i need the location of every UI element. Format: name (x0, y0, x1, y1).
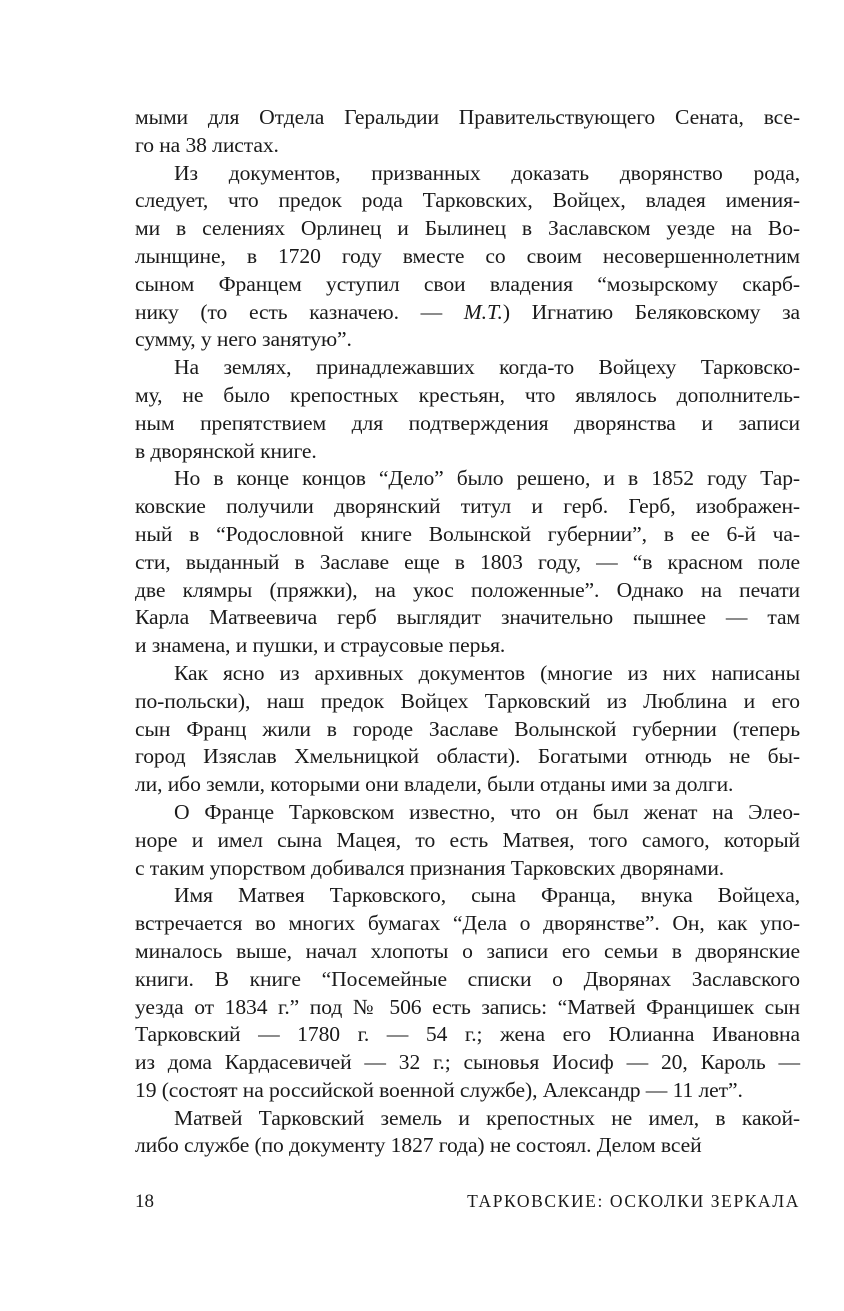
text-line: уезда от 1834 г.” под № 506 есть запись: “Матвей Францишек сын (135, 994, 800, 1019)
text-block (135, 104, 800, 1160)
text-line: На землях, принадлежавших когда-то Войцеху Тарковско- (174, 355, 800, 380)
text-line: Тарковский — 1780 г. — 54 г.; жена его Юлианна Ивановна (135, 1022, 800, 1047)
text-line: ми в селениях Орлинец и Былинец в Заславском уезде на Во- (135, 216, 800, 241)
paragraph (135, 354, 800, 465)
text-line: город Изяслав Хмельницкой области). Богатыми отнюдь не бы- (135, 744, 800, 769)
text-line: ный в “Родословной книге Волынской губернии”, в ее 6-й ча- (135, 521, 800, 546)
text-line: с таким упорством добивался признания Тарковских дворянами. (135, 855, 725, 880)
text-line: встречается во многих бумагах “Дела о дворянстве”. Он, как упо- (135, 911, 800, 936)
paragraph (135, 882, 800, 1104)
text-line: Карла Матвеевича герб выглядит значительно пышнее — там (135, 605, 800, 630)
text-line: Но в конце концов “Дело” было решено, и в 1852 году Тар- (174, 466, 800, 491)
page-footer (135, 1190, 800, 1213)
paragraph (135, 104, 800, 160)
text-line: Как ясно из архивных документов (многие из них написаны (174, 660, 800, 685)
text-line: нику (то есть казначею. — М.Т.) Игнатию Беляковскому за (135, 299, 800, 324)
text-line: Матвей Тарковский земель и крепостных не имел, в какой- (174, 1105, 800, 1130)
text-line: лынщине, в 1720 году вместе со своим несовершеннолетним (135, 243, 800, 268)
text-line: 19 (состоят на российской военной службе), Александр — 11 лет”. (135, 1077, 743, 1102)
text-line: и знамена, и пушки, и страусовые перья. (135, 633, 506, 658)
page-number: 18 (135, 1191, 154, 1212)
text-line: ковские получили дворянский титул и герб. Герб, изображен- (135, 494, 800, 519)
text-line: Из документов, призванных доказать дворянство рода, (174, 160, 800, 185)
paragraph (135, 1105, 800, 1161)
text-line: му, не было крепостных крестьян, что являлось дополнитель- (135, 382, 800, 407)
text-line: мыми для Отдела Геральдии Правительствующего Сената, все- (135, 105, 800, 129)
text-line: либо службе (по документу 1827 года) не состоял. Делом всей (135, 1133, 702, 1158)
paragraph (135, 799, 800, 882)
text-line: О Франце Тарковском известно, что он был женат на Элео- (174, 799, 800, 824)
text-line: сти, выданный в Заславе еще в 1803 году, — “в красном поле (135, 549, 800, 574)
text-line: норе и имел сына Мацея, то есть Матвея, того самого, который (135, 827, 800, 852)
text-line: сумму, у него занятую”. (135, 327, 352, 352)
text-line: по-польски), наш предок Войцех Тарковский из Люблина и его (135, 688, 800, 713)
text-line: из дома Кардасевичей — 32 г.; сыновья Иосиф — 20, Кароль — (135, 1050, 800, 1075)
text-line: книги. В книге “Посемейные списки о Дворянах Заславского (135, 966, 800, 991)
text-line: ли, ибо земли, которыми они владели, были отданы ими за долги. (135, 772, 734, 797)
text-line: миналось выше, начал хлопоты о записи его семьи в дворянские (135, 938, 800, 963)
text-line: ным препятствием для подтверждения дворянства и записи (135, 410, 800, 435)
text-line: следует, что предок рода Тарковских, Войцех, владея имения- (135, 188, 800, 213)
running-title: ТАРКОВСКИЕ: ОСКОЛКИ ЗЕРКАЛА (467, 1191, 800, 1211)
text-line: сын Франц жили в городе Заславе Волынской губернии (теперь (135, 716, 800, 741)
paragraph (135, 465, 800, 660)
text-line: две клямры (пряжки), на укос положенные”. Однако на печати (135, 577, 800, 602)
text-line: го на 38 листах. (135, 132, 279, 157)
paragraph (135, 660, 800, 799)
text-line: Имя Матвея Тарковского, сына Франца, внука Войцеха, (174, 883, 800, 908)
text-line: сыном Францем уступил свои владения “мозырскому скарб- (135, 271, 800, 296)
text-line: в дворянской книге. (135, 438, 317, 463)
paragraph (135, 160, 800, 355)
